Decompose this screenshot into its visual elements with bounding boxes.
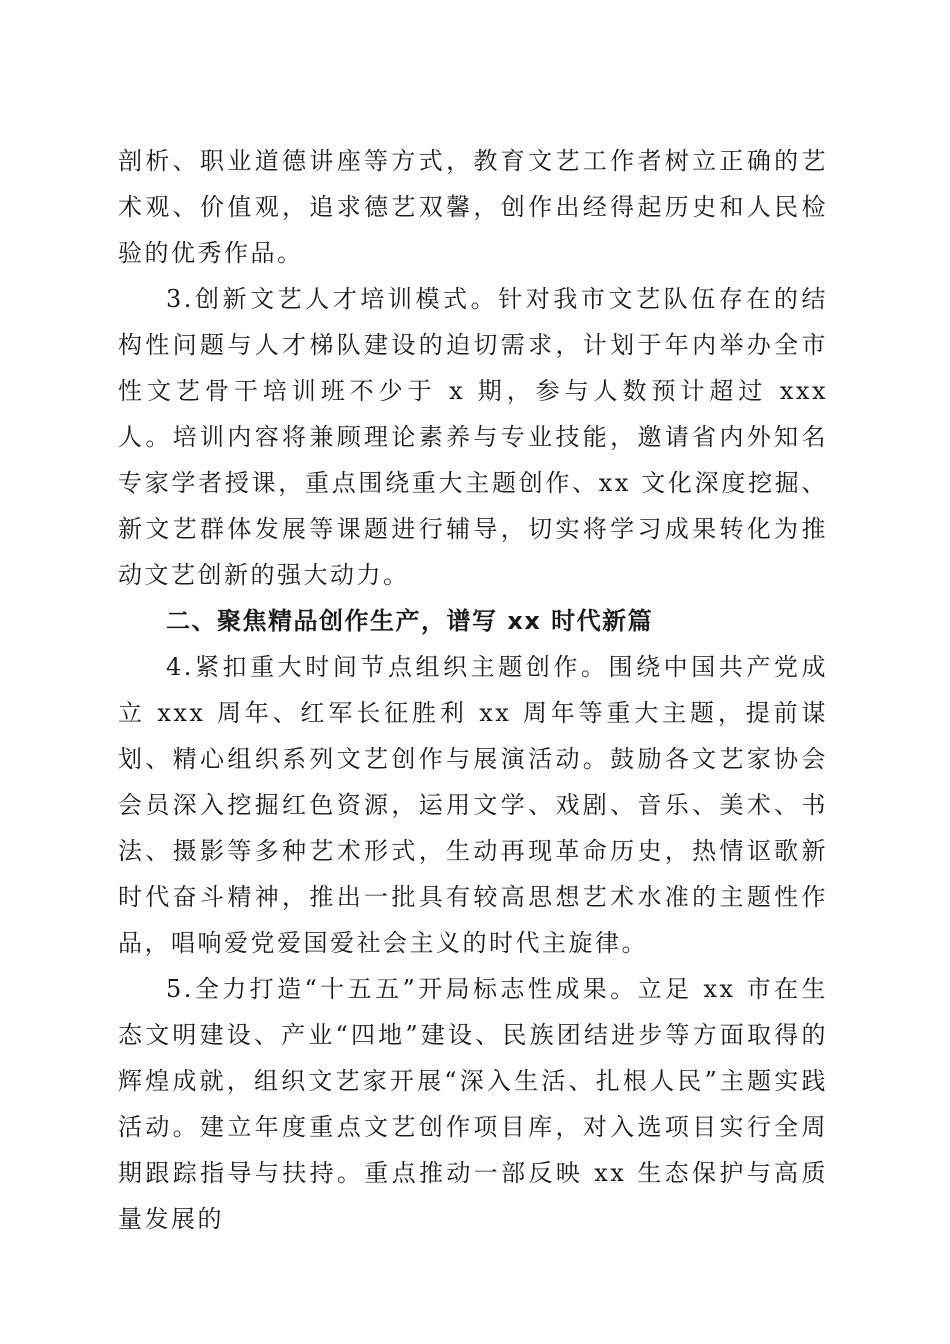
paragraph-item-3: 3.创新文艺人才培训模式。针对我市文艺队伍存在的结构性问题与人才梯队建设的迫切需求，计划于年内举办全市性文艺骨干培训班不少于 x 期，参与人数预计超过 xxx 人。培训内容将兼顾理论素养与专业技能，邀请省内外知名专家学者授课，重点围绕重大主题创作、xx 文化深度挖掘、新文艺群体发展等课题进行辅导，切实将学习成果转化为推动文艺创新的强大动力。 <box>118 285 828 589</box>
paragraph-item-5: 5.全力打造“十五五”开局标志性成果。立足 xx 市在生态文明建设、产业“四地”建设、民族团结进步等方面取得的辉煌成就，组织文艺家开展“深入生活、扎根人民”主题实践活动。建立年度重点文艺创作项目库，对入选项目实行全周期跟踪指导与扶持。重点推动一部反映 xx 生态保护与高质量发展的 <box>118 975 828 1233</box>
paragraph-continuation: 剖析、职业道德讲座等方式，教育文艺工作者树立正确的艺术观、价值观，追求德艺双馨，创作出经得起历史和人民检验的优秀作品。 <box>118 147 828 267</box>
paragraph-item-4: 4.紧扣重大时间节点组织主题创作。围绕中国共产党成立 xxx 周年、红军长征胜利 xx 周年等重大主题，提前谋划、精心组织系列文艺创作与展演活动。鼓励各文艺家协会会员深入挖掘红色资源，运用文学、戏剧、音乐、美术、书法、摄影等多种艺术形式，生动再现革命历史，热情讴歌新时代奋斗精神，推出一批具有较高思想艺术水准的主题性作品，唱响爱党爱国爱社会主义的时代主旋律。 <box>118 653 828 957</box>
section-heading-2: 二、聚焦精品创作生产，谱写 xx 时代新篇 <box>166 607 654 635</box>
document-body <box>118 138 828 1242</box>
